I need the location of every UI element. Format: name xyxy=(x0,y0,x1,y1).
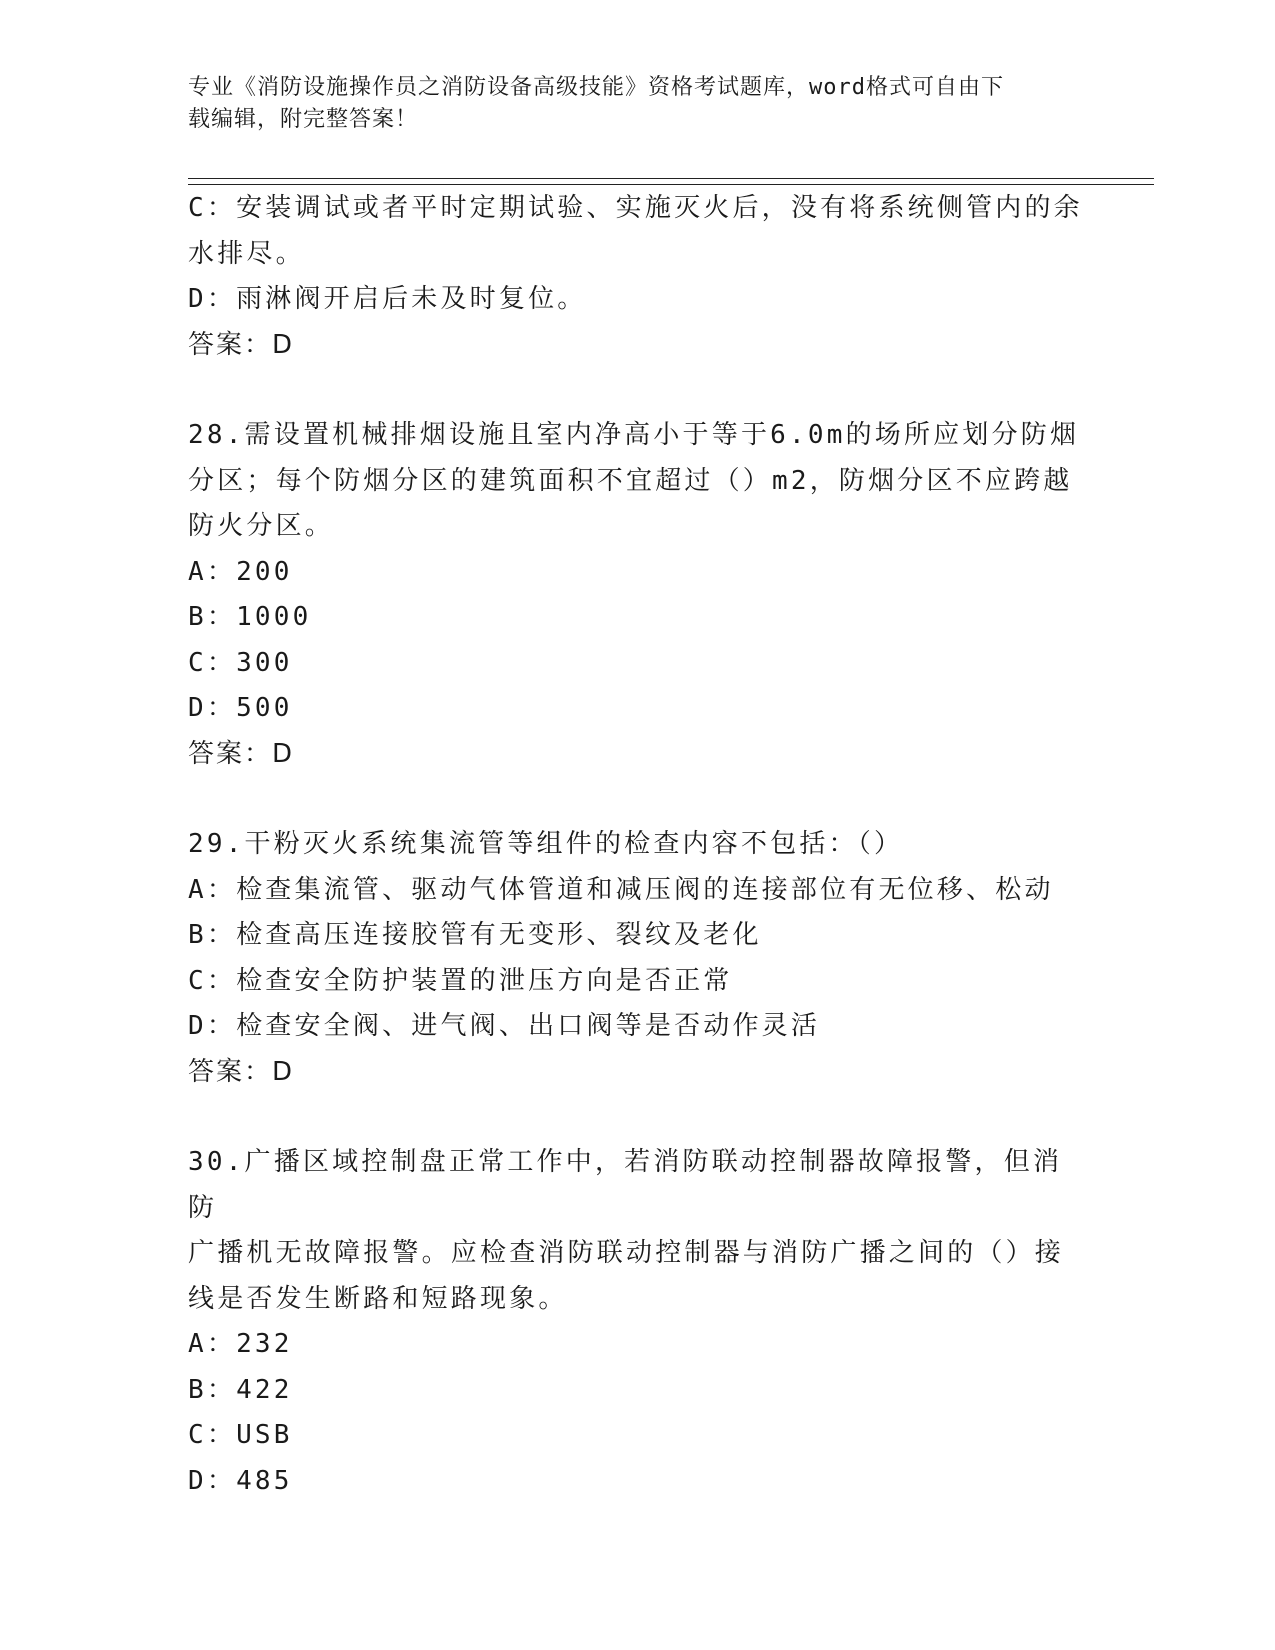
option-text: 422 xyxy=(236,1374,293,1405)
question-block xyxy=(188,777,1088,1095)
option-label: D： xyxy=(188,284,237,314)
option-label: C： xyxy=(188,193,237,223)
option-text: 200 xyxy=(236,556,293,587)
header-line-2: 载编辑，附完整答案！ xyxy=(188,107,419,132)
option-line xyxy=(188,1413,1088,1459)
header-rule-bottom xyxy=(188,184,1154,185)
option-line xyxy=(188,913,1088,959)
option-text: 水排尽。 xyxy=(188,238,305,269)
option-text: 检查集流管、驱动气体管道和减压阀的连接部位有无位移、松动 xyxy=(236,874,1054,905)
question-stem-line: 28.需设置机械排烟设施且室内净高小于等于6.0m的场所应划分防烟 xyxy=(188,420,1080,450)
page-header xyxy=(188,72,1068,136)
option-text: 雨淋阀开启后未及时复位。 xyxy=(236,284,587,314)
question-stem-line: 线是否发生断路和短路现象。 xyxy=(188,1283,568,1314)
option-label: C： xyxy=(188,1420,237,1450)
option-label: B： xyxy=(188,602,237,632)
question-spacer xyxy=(188,1095,1088,1140)
header-line-1: 专业《消防设施操作员之消防设备高级技能》资格考试题库，word格式可自由下 xyxy=(188,75,1004,100)
option-text: 500 xyxy=(236,693,293,723)
option-text: USB xyxy=(236,1420,293,1450)
option-line xyxy=(188,550,1088,596)
question-block xyxy=(188,1095,1088,1504)
question-spacer xyxy=(188,777,1088,822)
option-line xyxy=(188,959,1088,1005)
question-block xyxy=(188,368,1088,777)
option-label: C： xyxy=(188,965,237,996)
option-line xyxy=(188,868,1088,914)
option-text: 1000 xyxy=(236,602,312,632)
option-text: 检查高压连接胶管有无变形、裂纹及老化 xyxy=(236,920,762,950)
option-line xyxy=(188,186,1088,232)
option-line xyxy=(188,1368,1088,1414)
option-text: 232 xyxy=(236,1329,293,1359)
option-text: 300 xyxy=(236,647,293,678)
option-text: 485 xyxy=(236,1465,293,1496)
question-list xyxy=(188,186,1088,1504)
option-line xyxy=(188,277,1088,323)
question-stem-line: 29.干粉灭火系统集流管等组件的检查内容不包括：（） xyxy=(188,829,904,859)
option-line xyxy=(188,595,1088,641)
option-text: 检查安全阀、进气阀、出口阀等是否动作灵活 xyxy=(236,1011,821,1041)
option-label: A： xyxy=(188,1329,237,1359)
question-stem-line: 防火分区。 xyxy=(188,511,335,541)
option-line xyxy=(188,1004,1088,1050)
option-line xyxy=(188,1322,1088,1368)
option-label: A： xyxy=(188,874,237,905)
answer-line: 答案：D xyxy=(188,329,295,360)
answer-line: 答案：D xyxy=(188,738,295,769)
option-line xyxy=(188,232,1088,278)
question-stem-line: 分区；每个防烟分区的建筑面积不宜超过（）m2，防烟分区不应跨越 xyxy=(188,465,1073,496)
option-line xyxy=(188,1459,1088,1505)
option-label: C： xyxy=(188,647,237,678)
option-text: 安装调试或者平时定期试验、实施灭火后，没有将系统侧管内的余 xyxy=(236,193,1083,223)
question-stem-line: 30.广播区域控制盘正常工作中，若消防联动控制器故障报警，但消防 xyxy=(188,1147,1063,1223)
option-label: D： xyxy=(188,693,237,723)
answer-line: 答案：D xyxy=(188,1056,295,1087)
option-label: B： xyxy=(188,920,237,950)
option-label: D： xyxy=(188,1465,237,1496)
option-label: B： xyxy=(188,1374,237,1405)
option-label: D： xyxy=(188,1011,237,1041)
option-line xyxy=(188,686,1088,732)
option-text: 检查安全防护装置的泄压方向是否正常 xyxy=(236,965,733,996)
question-stem-line: 广播机无故障报警。应检查消防联动控制器与消防广播之间的（）接 xyxy=(188,1238,1065,1268)
header-rule-top xyxy=(188,178,1154,179)
option-label: A： xyxy=(188,556,237,587)
option-line xyxy=(188,641,1088,687)
question-spacer xyxy=(188,368,1088,413)
question-block xyxy=(188,186,1088,368)
